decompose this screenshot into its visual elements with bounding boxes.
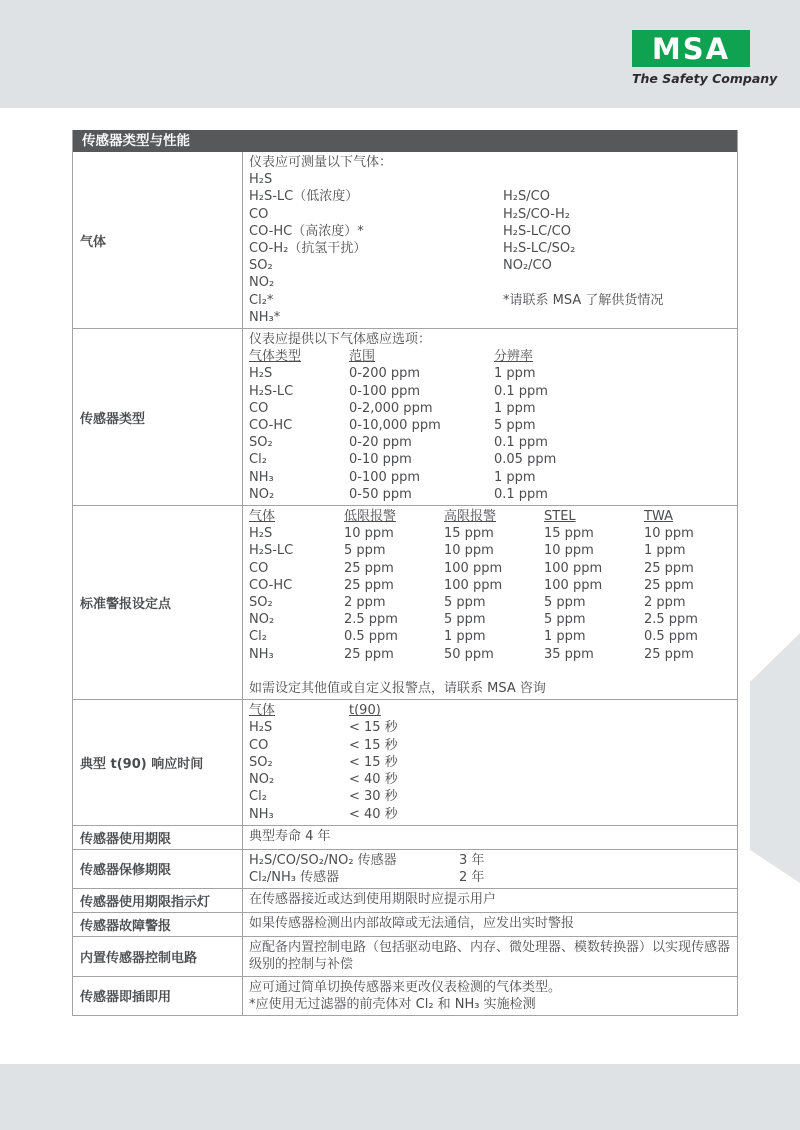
right-edge-decoration [750, 633, 800, 883]
t90-row [249, 737, 731, 754]
alarm-row [249, 646, 731, 663]
spec-table [72, 130, 738, 1016]
cell-low-alarm: 25 ppm [344, 560, 394, 576]
gas-item: Cl₂* [249, 292, 274, 308]
cell-gas: CO [249, 560, 269, 576]
col-header: 气体类型 [249, 349, 302, 365]
col-header: 低限报警 [344, 509, 397, 525]
alarm-note: 如需设定其他值或自定义报警点，请联系 MSA 咨询 [249, 681, 546, 697]
col-header: 范围 [349, 349, 376, 365]
row-sensor-types [73, 329, 737, 506]
gas-item: CO [249, 206, 269, 222]
cell-gas: H₂S [249, 526, 273, 542]
cell-stel: 5 ppm [544, 612, 586, 628]
cell-value-line2: *应使用无过滤器的前壳体对 Cl₂ 和 NH₃ 实施检测 [249, 996, 536, 1012]
cell-t90: < 15 秒 [349, 737, 398, 753]
cell-t90: < 40 秒 [349, 806, 398, 822]
alarm-row [249, 560, 731, 577]
cell-low-alarm: 25 ppm [344, 577, 394, 593]
alarm-row [249, 525, 731, 542]
cell-high-alarm: 5 ppm [444, 612, 486, 628]
col-header: TWA [644, 509, 673, 525]
row-label: 传感器使用期限 [73, 826, 243, 849]
cell-gas: NO₂ [249, 486, 275, 502]
cell-gas: CO [249, 737, 269, 753]
msa-logo [632, 30, 778, 86]
gas-list-right [503, 188, 731, 274]
cell-range: 0-100 ppm [349, 383, 421, 399]
cell-twa: 1 ppm [644, 543, 686, 559]
cell-stel: 100 ppm [544, 577, 603, 593]
cell-t90: < 15 秒 [349, 754, 398, 770]
row-label: 传感器即插即用 [73, 977, 243, 1015]
cell-range: 0-50 ppm [349, 486, 412, 502]
bottom-gray-band [0, 1064, 800, 1130]
cell-gas: SO₂ [249, 754, 273, 770]
t90-row [249, 806, 731, 823]
sensor-type-row [249, 400, 731, 417]
cell-low-alarm: 5 ppm [344, 543, 386, 559]
row-plug-and-play [73, 977, 737, 1015]
cell-stel: 10 ppm [544, 543, 594, 559]
row-label: 气体 [73, 152, 243, 328]
row-alarm-setpoints [73, 506, 737, 700]
cell-t90: < 15 秒 [349, 720, 398, 736]
cell-range: 0-100 ppm [349, 469, 421, 485]
cell-gas: H₂S [249, 366, 273, 382]
col-header: 高限报警 [444, 509, 497, 525]
row-life-indicator [73, 889, 737, 913]
cell-gas: NO₂ [249, 612, 275, 628]
t90-row [249, 719, 731, 736]
gas-combo-item: H₂S-LC/SO₂ [503, 241, 576, 256]
cell-high-alarm: 1 ppm [444, 629, 486, 645]
row-fault-alarm [73, 913, 737, 937]
cell-range: 0-10 ppm [349, 452, 412, 468]
cell-gas: Cl₂ [249, 629, 267, 645]
t90-row [249, 788, 731, 805]
cell-gas: CO-HC [249, 418, 293, 434]
cell-stel: 15 ppm [544, 526, 594, 542]
cell-high-alarm: 10 ppm [444, 543, 494, 559]
col-header: 分辨率 [494, 349, 534, 365]
cell-t90: < 40 秒 [349, 772, 398, 788]
cell-value: 典型寿命 4 年 [249, 828, 331, 844]
sensor-type-row [249, 434, 731, 451]
gases-intro: 仪表应可测量以下气体： [249, 155, 393, 170]
cell-high-alarm: 5 ppm [444, 595, 486, 611]
row-response-time [73, 700, 737, 825]
cell-twa: 25 ppm [644, 646, 694, 662]
row-warranty [73, 850, 737, 889]
cell-twa: 0.5 ppm [644, 629, 698, 645]
cell-resolution: 0.1 ppm [494, 435, 548, 451]
warranty-body [249, 852, 731, 886]
row-label: 传感器保修期限 [73, 850, 243, 888]
gas-combo-item: NO₂/CO [503, 258, 552, 274]
sensor-type-row [249, 451, 731, 468]
row-gases [73, 152, 737, 329]
cell-low-alarm: 0.5 ppm [344, 629, 398, 645]
gas-list-left [249, 171, 503, 326]
cell-resolution: 1 ppm [494, 366, 536, 382]
cell-gas: Cl₂ [249, 789, 267, 805]
cell-resolution: 1 ppm [494, 469, 536, 485]
cell-low-alarm: 25 ppm [344, 646, 394, 662]
row-label: 传感器类型 [73, 329, 243, 505]
warranty-row [249, 852, 731, 869]
cell-stel: 100 ppm [544, 560, 603, 576]
col-header: STEL [544, 509, 576, 525]
gas-item: NH₃* [249, 309, 281, 325]
gas-item: H₂S-LC（低浓度） [249, 189, 359, 205]
msa-tagline: The Safety Company [632, 71, 778, 86]
cell-years: 2 年 [459, 869, 485, 885]
sensor-types-header [249, 348, 731, 365]
sensor-type-row [249, 365, 731, 382]
cell-range: 0-2,000 ppm [349, 400, 433, 416]
cell-sensor-group: H₂S/CO/SO₂/NO₂ 传感器 [249, 852, 397, 868]
table-title: 传感器类型与性能 [73, 130, 737, 152]
sensor-type-row [249, 383, 731, 400]
gases-footnote: *请联系 MSA 了解供货情况 [503, 292, 664, 308]
cell-gas: CO-HC [249, 577, 293, 593]
alarm-body [249, 525, 731, 663]
gas-item: CO-HC（高浓度）* [249, 223, 364, 239]
cell-gas: H₂S-LC [249, 543, 294, 559]
cell-value: 应配备内置控制电路（包括驱动电路、内存、微处理器、模数转换器）以实现传感器级别的控制与补偿 [249, 940, 731, 973]
col-header: t(90) [349, 703, 381, 719]
row-service-life [73, 826, 737, 850]
t90-header [249, 702, 731, 719]
gas-item: CO-H₂（抗氢干扰） [249, 241, 367, 257]
alarm-row [249, 542, 731, 559]
cell-range: 0-20 ppm [349, 435, 412, 451]
warranty-row [249, 869, 731, 886]
cell-twa: 2 ppm [644, 595, 686, 611]
cell-high-alarm: 100 ppm [444, 560, 503, 576]
cell-twa: 25 ppm [644, 577, 694, 593]
cell-stel: 1 ppm [544, 629, 586, 645]
alarm-row [249, 628, 731, 645]
cell-range: 0-200 ppm [349, 366, 421, 382]
sensor-type-row [249, 486, 731, 503]
cell-years: 3 年 [459, 852, 485, 868]
cell-resolution: 5 ppm [494, 418, 536, 434]
cell-gas: SO₂ [249, 595, 273, 611]
alarm-header [249, 508, 731, 525]
cell-low-alarm: 2 ppm [344, 595, 386, 611]
cell-twa: 2.5 ppm [644, 612, 698, 628]
cell-gas: NH₃ [249, 806, 274, 822]
alarm-row [249, 594, 731, 611]
cell-value: 在传感器接近或达到使用期限时应提示用户 [249, 892, 497, 908]
gas-item: H₂S [249, 172, 273, 188]
cell-resolution: 0.05 ppm [494, 452, 557, 468]
cell-twa: 10 ppm [644, 526, 694, 542]
row-label: 标准警报设定点 [73, 506, 243, 699]
cell-low-alarm: 2.5 ppm [344, 612, 398, 628]
alarm-row [249, 577, 731, 594]
col-header: 气体 [249, 509, 276, 525]
cell-gas: H₂S-LC [249, 383, 294, 399]
gas-item: NO₂ [249, 275, 275, 291]
msa-logo-icon [632, 30, 750, 67]
t90-row [249, 771, 731, 788]
alarm-row [249, 611, 731, 628]
cell-stel: 5 ppm [544, 595, 586, 611]
cell-range: 0-10,000 ppm [349, 418, 441, 434]
sensor-type-row [249, 417, 731, 434]
cell-resolution: 1 ppm [494, 400, 536, 416]
row-label: 典型 t(90) 响应时间 [73, 700, 243, 824]
sensor-type-row [249, 469, 731, 486]
cell-sensor-group: Cl₂/NH₃ 传感器 [249, 869, 340, 885]
col-header: 气体 [249, 703, 276, 719]
cell-high-alarm: 100 ppm [444, 577, 503, 593]
cell-gas: SO₂ [249, 435, 273, 451]
cell-gas: Cl₂ [249, 452, 267, 468]
cell-low-alarm: 10 ppm [344, 526, 394, 542]
sensor-types-body [249, 365, 731, 503]
cell-high-alarm: 50 ppm [444, 646, 494, 662]
cell-stel: 35 ppm [544, 646, 594, 662]
cell-gas: NH₃ [249, 469, 274, 485]
cell-gas: H₂S [249, 720, 273, 736]
gas-combo-item: H₂S/CO [503, 189, 550, 205]
row-label: 传感器故障警报 [73, 913, 243, 936]
gas-item: SO₂ [249, 258, 273, 274]
cell-resolution: 0.1 ppm [494, 383, 548, 399]
cell-gas: NO₂ [249, 772, 275, 788]
cell-value-line1: 应可通过简单切换传感器来更改仪表检测的气体类型。 [249, 979, 562, 995]
cell-t90: < 30 秒 [349, 789, 398, 805]
cell-value: 如果传感器检测出内部故障或无法通信，应发出实时警报 [249, 916, 575, 932]
gas-combo-item: H₂S/CO-H₂ [503, 206, 570, 222]
t90-row [249, 754, 731, 771]
gas-combo-item: H₂S-LC/CO [503, 223, 571, 239]
cell-high-alarm: 15 ppm [444, 526, 494, 542]
cell-gas: NH₃ [249, 646, 274, 662]
t90-body [249, 719, 731, 822]
row-control-circuit [73, 937, 737, 976]
cell-twa: 25 ppm [644, 560, 694, 576]
sensor-types-intro: 仪表应提供以下气体感应选项： [249, 332, 432, 348]
row-label: 内置传感器控制电路 [73, 937, 243, 975]
cell-resolution: 0.1 ppm [494, 486, 548, 502]
row-label: 传感器使用期限指示灯 [73, 889, 243, 912]
cell-gas: CO [249, 400, 269, 416]
msa-logo-text: MSA [651, 31, 731, 66]
